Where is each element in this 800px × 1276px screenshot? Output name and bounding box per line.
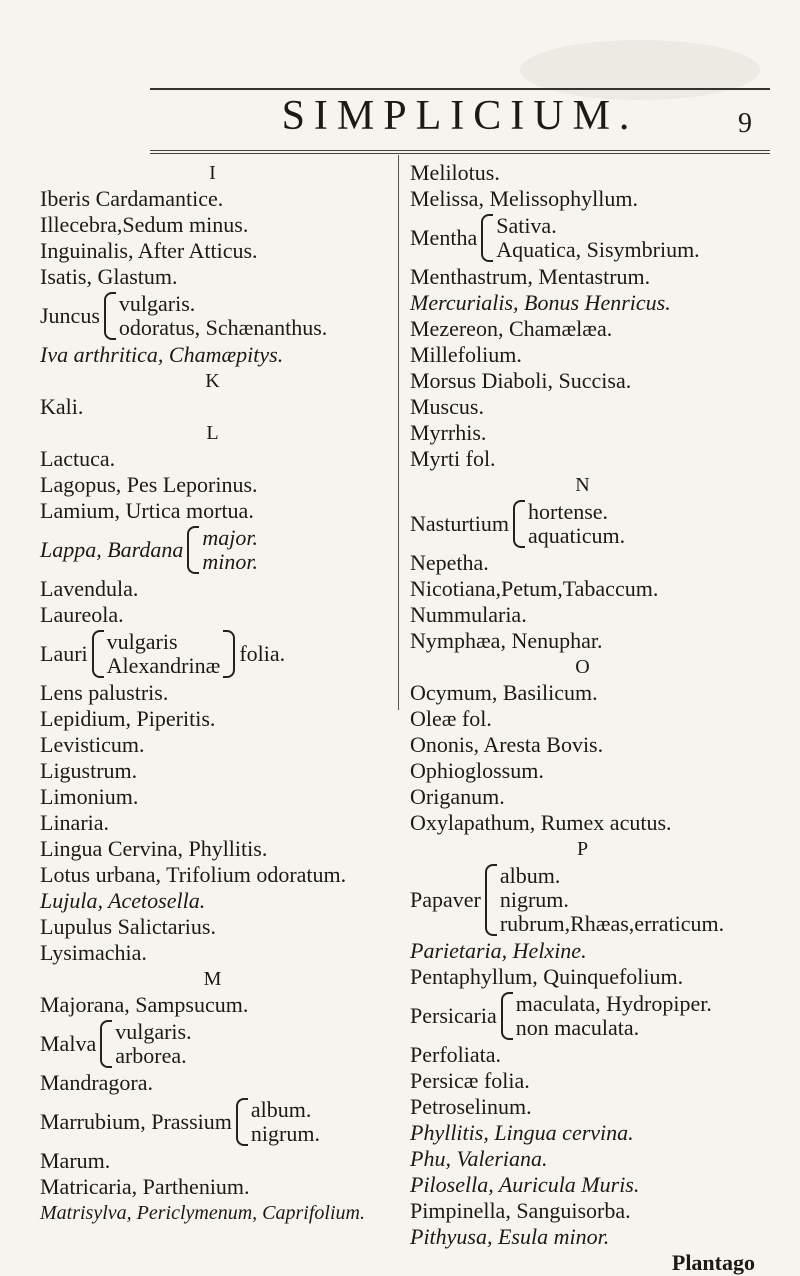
entry-nicotiana: Nicotiana,Petum,Tabaccum. [410, 576, 659, 601]
brace-item: maculata, Hydropiper. [515, 991, 712, 1016]
entry-marum: Marum. [40, 1148, 111, 1173]
section-letter-k: K [205, 370, 220, 392]
brace-item: minor. [202, 549, 259, 574]
entry-ligustrum: Ligustrum. [40, 758, 138, 783]
brace [236, 1098, 248, 1146]
entry-myrrhis: Myrrhis. [410, 420, 487, 445]
brace [481, 214, 493, 262]
entry-ocymum: Ocymum, Basilicum. [410, 680, 598, 705]
brace-item: nigrum. [250, 1121, 320, 1146]
entry-lens: Lens palustris. [40, 680, 169, 705]
entry-ophioglossum: Ophioglossum. [410, 758, 544, 783]
entry-mentha [410, 214, 755, 262]
entry-perfoliata: Perfoliata. [410, 1042, 502, 1067]
entry-pentaphyllum: Pentaphyllum, Quinquefolium. [410, 964, 684, 989]
entry-phu: Phu, Valeriana. [410, 1146, 548, 1171]
brace-label: Lauri [40, 641, 88, 666]
column-divider [398, 155, 399, 710]
entry-nymphaea: Nymphæa, Nenuphar. [410, 628, 603, 653]
entry-persicaria [410, 992, 755, 1040]
entry-lepidium: Lepidium, Piperitis. [40, 706, 216, 731]
entry-origanum: Origanum. [410, 784, 505, 809]
brace-closing [223, 630, 235, 678]
entry-lavendula: Lavendula. [40, 576, 139, 601]
entry-majorana: Majorana, Sampsucum. [40, 992, 249, 1017]
brace-item: major. [202, 525, 259, 550]
entry-marrubium [40, 1098, 385, 1146]
entry-lotus: Lotus urbana, Trifolium odoratum. [40, 862, 347, 887]
brace-item: vulgaris [106, 629, 178, 654]
header-rule-lower [150, 153, 770, 154]
entry-lupulus: Lupulus Salictarius. [40, 914, 216, 939]
header-rule [150, 150, 770, 151]
top-rule [150, 88, 770, 90]
right-column [410, 160, 755, 1276]
entry-kali: Kali. [40, 394, 84, 419]
entry-menthastrum: Menthastrum, Mentastrum. [410, 264, 651, 289]
section-letter-o: O [575, 656, 590, 678]
brace-item: odoratus, Schænanthus. [118, 315, 328, 340]
entry-lappa [40, 526, 385, 574]
brace [485, 864, 497, 936]
entry-morsus: Morsus Diaboli, Succisa. [410, 368, 632, 393]
brace-label: Juncus [40, 303, 100, 328]
brace-item: rubrum,Rhæas,erraticum. [499, 911, 725, 936]
brace [92, 630, 104, 678]
entry-matricaria: Matricaria, Parthenium. [40, 1174, 250, 1199]
entry-papaver [410, 864, 755, 936]
entry-mercurialis: Mercurialis, Bonus Henricus. [410, 290, 671, 315]
brace [187, 526, 199, 574]
entry-petroselinum: Petroselinum. [410, 1094, 532, 1119]
section-letter-i: I [209, 162, 216, 184]
entry-melissa: Melissa, Melissophyllum. [410, 186, 638, 211]
entry-pilosella: Pilosella, Auricula Muris. [410, 1172, 640, 1197]
brace-item: arborea. [115, 1043, 187, 1068]
entry-laureola: Laureola. [40, 602, 124, 627]
brace-item: Sativa. [496, 213, 557, 238]
brace-label: Nasturtium [410, 511, 509, 536]
brace-item: aquaticum. [528, 523, 626, 548]
brace-item: album. [250, 1097, 312, 1122]
entry-iva: Iva arthritica, Chamæpitys. [40, 342, 284, 367]
entry-nummularia: Nummularia. [410, 602, 527, 627]
entry-isatis: Isatis, Glastum. [40, 264, 178, 289]
brace [501, 992, 513, 1040]
entry-mandragora: Mandragora. [40, 1070, 154, 1095]
entry-nasturtium [410, 500, 755, 548]
entry-levisticum: Levisticum. [40, 732, 145, 757]
entry-phyllitis: Phyllitis, Lingua cervina. [410, 1120, 634, 1145]
brace-item: Aquatica, Sisymbrium. [496, 237, 700, 262]
brace-item: hortense. [528, 499, 609, 524]
brace-label: Mentha [410, 225, 478, 250]
entry-illecebra: Illecebra,Sedum minus. [40, 212, 249, 237]
section-letter-n: N [575, 474, 590, 496]
entry-muscus: Muscus. [410, 394, 484, 419]
entry-parietaria: Parietaria, Helxine. [410, 938, 587, 963]
entry-myrti: Myrti fol. [410, 446, 496, 471]
entry-malva [40, 1020, 385, 1068]
section-letter-l: L [206, 422, 219, 444]
brace-label: Lappa, Bardana [40, 537, 184, 562]
entry-lagopus: Lagopus, Pes Leporinus. [40, 472, 258, 497]
entry-millefolium: Millefolium. [410, 342, 522, 367]
left-column [40, 160, 385, 1226]
brace-item: non maculata. [515, 1015, 640, 1040]
entry-lamium: Lamium, Urtica mortua. [40, 498, 254, 523]
entry-ononis: Ononis, Aresta Bovis. [410, 732, 604, 757]
entry-lingua: Lingua Cervina, Phyllitis. [40, 836, 268, 861]
brace [100, 1020, 112, 1068]
brace [104, 292, 116, 340]
paper-stain [520, 40, 760, 100]
entry-persicae: Persicæ folia. [410, 1068, 530, 1093]
section-letter-m: M [203, 968, 222, 990]
page-number: 9 [738, 108, 752, 139]
entry-pithyusa: Pithyusa, Esula minor. [410, 1224, 610, 1249]
entry-oleae: Oleæ fol. [410, 706, 492, 731]
brace-label: Malva [40, 1031, 97, 1056]
entry-mezereon: Mezereon, Chamælæa. [410, 316, 613, 341]
entry-lactuca: Lactuca. [40, 446, 116, 471]
brace-item: Alexandrinæ [106, 653, 221, 678]
brace-item: album. [499, 863, 561, 888]
entry-lujula: Lujula, Acetosella. [40, 888, 206, 913]
brace-label: Marrubium, Prassium [40, 1109, 232, 1134]
entry-lysimachia: Lysimachia. [40, 940, 147, 965]
brace-item: nigrum. [499, 887, 569, 912]
brace [513, 500, 525, 548]
entry-melilotus: Melilotus. [410, 160, 500, 185]
brace-item: vulgaris. [115, 1019, 192, 1044]
entry-oxylapathum: Oxylapathum, Rumex acutus. [410, 810, 672, 835]
catchword: Plantago [671, 1250, 755, 1275]
section-letter-p: P [576, 838, 589, 860]
entry-lauri [40, 630, 385, 678]
entry-linaria: Linaria. [40, 810, 110, 835]
running-title: SIMPLICIUM. [281, 93, 639, 139]
brace-label: Persicaria [410, 1003, 497, 1028]
entry-pimpinella: Pimpinella, Sanguisorba. [410, 1198, 631, 1223]
brace-item: vulgaris. [118, 291, 196, 316]
entry-juncus [40, 292, 385, 340]
brace-suffix: folia. [239, 641, 286, 666]
entry-inguinalis: Inguinalis, After Atticus. [40, 238, 258, 263]
entry-matrisylva: Matrisylva, Periclymenum, Caprifolium. [40, 1202, 365, 1224]
entry-nepetha: Nepetha. [410, 550, 489, 575]
entry-limonium: Limonium. [40, 784, 139, 809]
brace-label: Papaver [410, 887, 481, 912]
entry-iberis: Iberis Cardamantice. [40, 186, 224, 211]
